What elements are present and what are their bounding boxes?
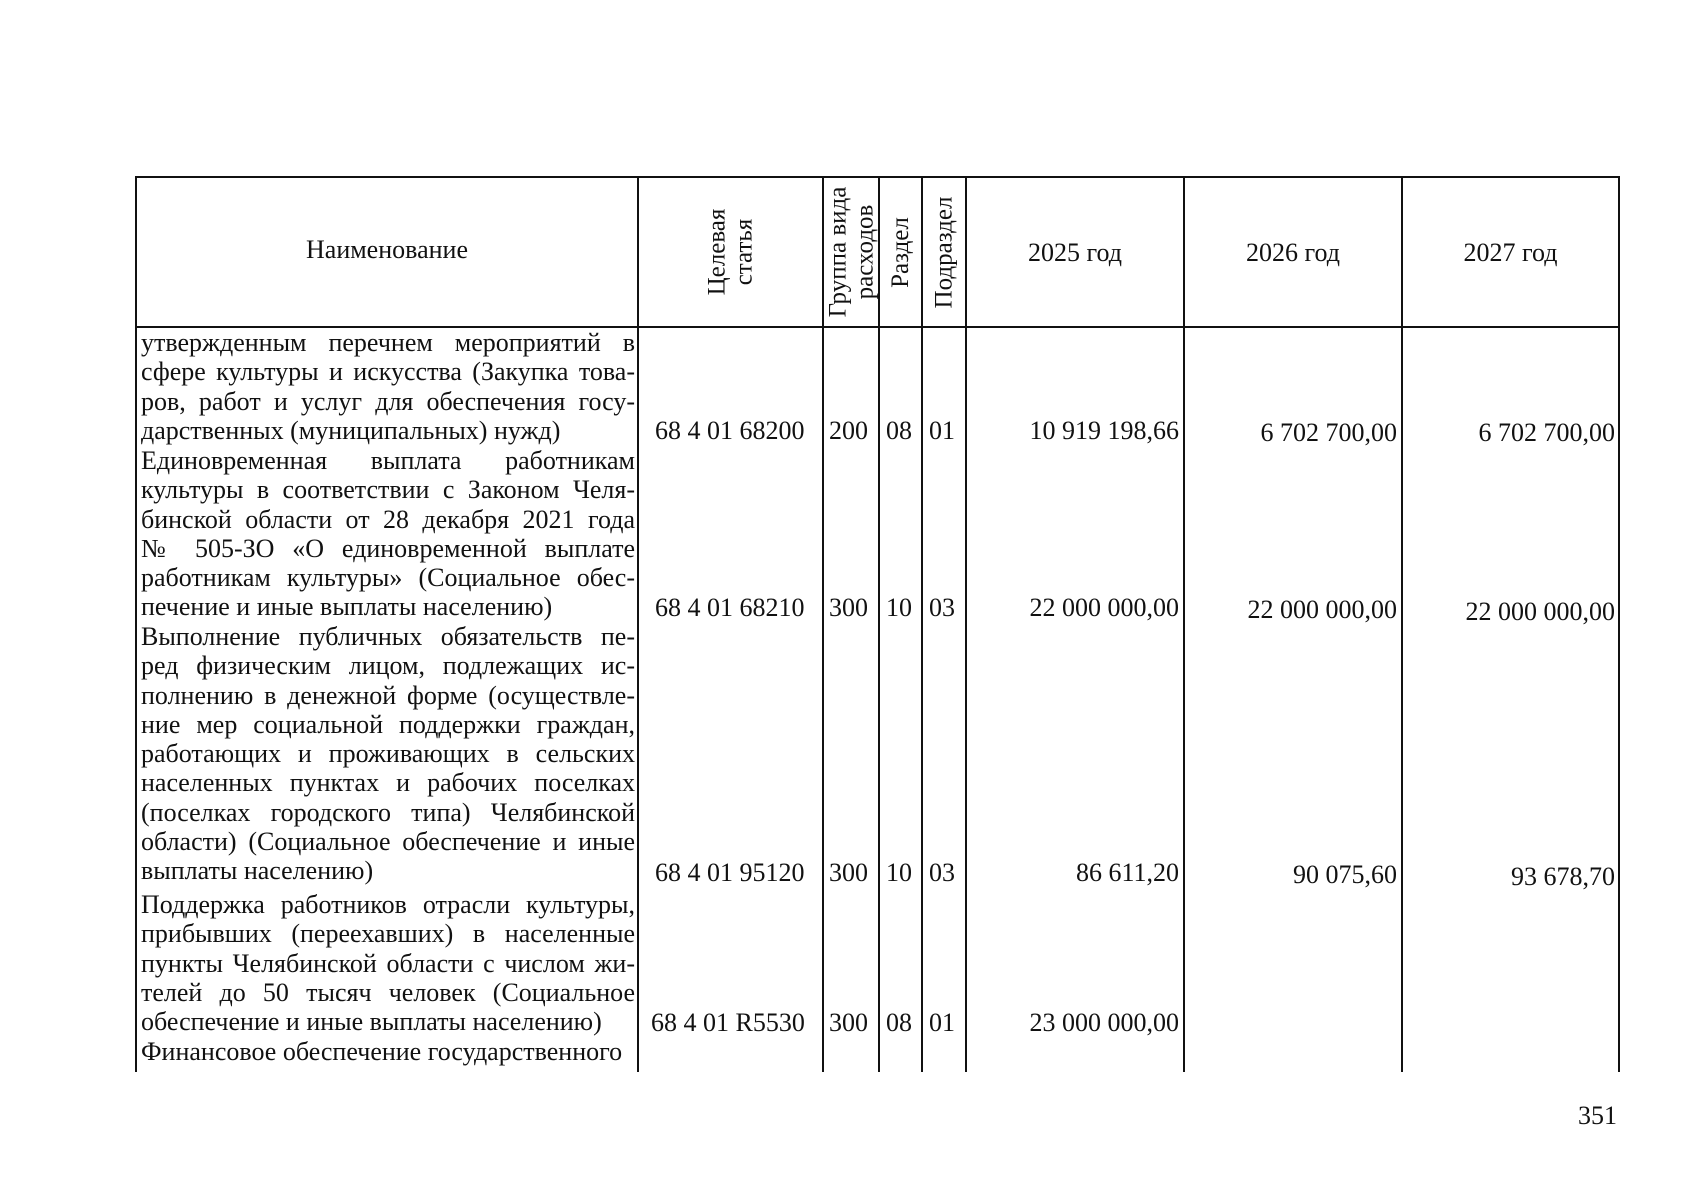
row-2-2025: 22 000 000,00 <box>1029 593 1179 622</box>
header-2026: 2026 год <box>1246 238 1340 267</box>
row-2-expense-group: 300 <box>829 593 868 622</box>
row-3-2027: 93 678,70 <box>1511 862 1615 891</box>
header-subsection: Подраздел <box>930 196 958 308</box>
header-expense-group-text: Группа вида расходов <box>824 186 878 318</box>
row-2-2027: 22 000 000,00 <box>1465 597 1615 626</box>
header-target-article-text: Целевая статья <box>703 208 758 296</box>
row-1-2027: 6 702 700,00 <box>1478 418 1615 447</box>
header-name: Наименование <box>306 235 468 264</box>
row-1-2025: 10 919 198,66 <box>1029 416 1179 445</box>
header-2025: 2025 год <box>1028 238 1122 267</box>
row-3-section: 10 <box>886 858 912 887</box>
row-1-subsection: 01 <box>929 416 955 445</box>
table-left-border <box>135 176 137 1072</box>
row-4-expense-group: 300 <box>829 1008 868 1037</box>
row-1-section: 08 <box>886 416 912 445</box>
page-number: 351 <box>1578 1101 1617 1130</box>
row-3-2025: 86 611,20 <box>1075 858 1179 887</box>
row-3-name: Выполнение публичных обязательств пе- ред физическим лицом, подлежащих ис- полнению в денежной форме (осуществле- ние мер социальной поддержки граждан, работающих и проживающих в сельских населенных пунктах и рабочих поселках (поселках городского типа) Челябинской области) (Социальное обеспечение и иные выплаты населению) <box>141 622 635 886</box>
row-4-name: Поддержка работников отрасли культуры, прибывших (переехавших) в населенные пункты Челябинской области с числом жи- телей до 50 тысяч человек (Социальное обеспечение и иные выплаты населению) <box>141 890 635 1037</box>
row-2-name: Единовременная выплата работникам культуры в соответствии с Законом Челя- бинской области от 28 декабря 2021 года № 505-ЗО «О единовременной выплате работникам культуры» (Социальное обес- печение и иные выплаты населению) <box>141 446 635 622</box>
header-section: Раздел <box>887 216 914 288</box>
row-4-section: 08 <box>886 1008 912 1037</box>
header-expense-group <box>824 178 878 326</box>
row-3-2026: 90 075,60 <box>1293 860 1397 889</box>
row-1-name: утвержденным перечнем мероприятий в сфере культуры и искусства (Закупка това- ров, работ и услуг для обеспечения госу- дарственных (муниципальных) нужд) <box>141 328 635 445</box>
row-1-target-article: 68 4 01 68200 <box>655 416 805 445</box>
col-divider-2025 <box>1183 176 1185 1072</box>
row-5-name: Финансовое обеспечение государственного <box>141 1037 623 1066</box>
row-4-subsection: 01 <box>929 1008 955 1037</box>
row-3-target-article: 68 4 01 95120 <box>655 858 805 887</box>
row-2-target-article: 68 4 01 68210 <box>655 593 805 622</box>
header-2027: 2027 год <box>1463 238 1558 267</box>
row-4-2025: 23 000 000,00 <box>1029 1008 1179 1037</box>
col-divider-subsection <box>965 176 967 1072</box>
row-4-target-article: 68 4 01 R5530 <box>651 1008 805 1037</box>
row-2-section: 10 <box>886 593 912 622</box>
row-2-2026: 22 000 000,00 <box>1247 595 1397 624</box>
row-3-expense-group: 300 <box>829 858 868 887</box>
row-3-subsection: 03 <box>929 858 955 887</box>
row-1-2026: 6 702 700,00 <box>1260 418 1397 447</box>
row-1-expense-group: 200 <box>829 416 868 445</box>
row-2-subsection: 03 <box>929 593 955 622</box>
table-right-border <box>1618 176 1620 1072</box>
header-target-article <box>639 178 822 326</box>
